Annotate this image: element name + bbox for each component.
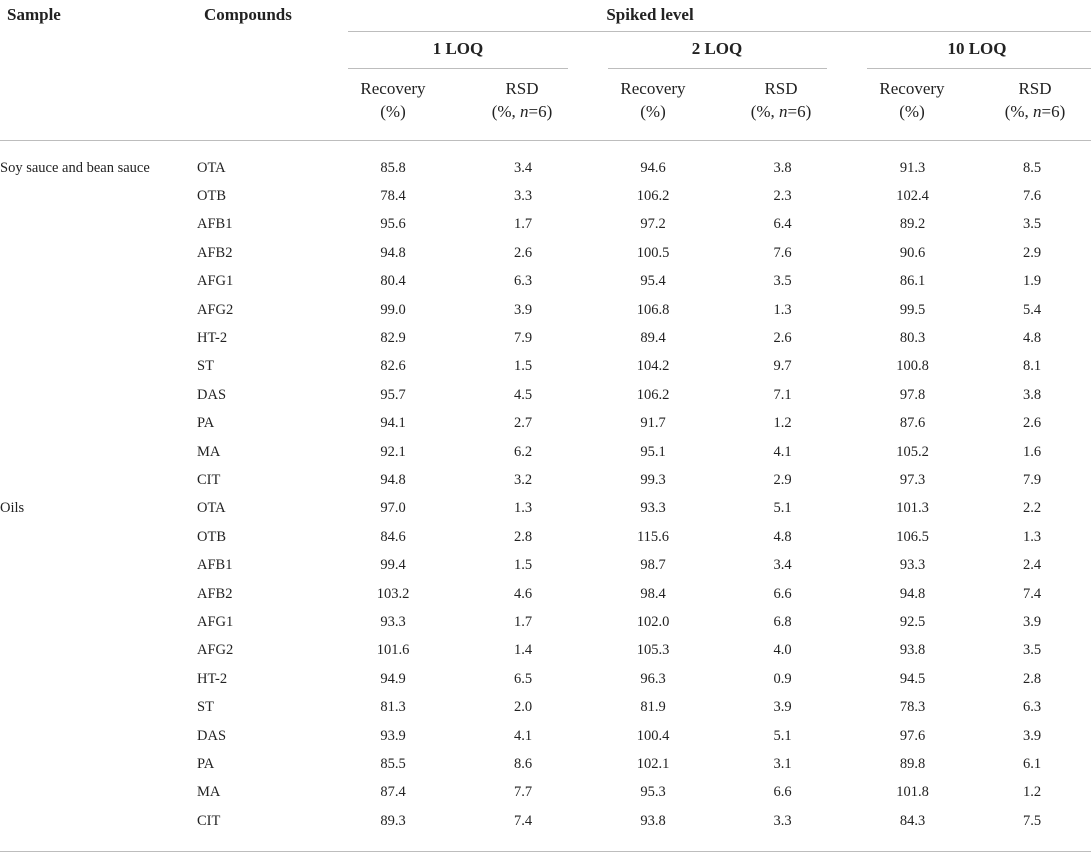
- compound-cell: MA: [197, 443, 221, 460]
- sample-cell: [0, 381, 197, 409]
- rsd-cell: 6.6: [773, 784, 792, 801]
- rsd-cell: 2.6: [773, 330, 792, 347]
- recovery-cell: 89.3: [380, 812, 406, 829]
- rsd-cell: 6.1: [1022, 755, 1042, 772]
- recovery-cell: 93.3: [899, 557, 926, 574]
- subheader-rsd: RSD (%, n=6): [1004, 79, 1066, 121]
- rsd-cell: 2.8: [1022, 670, 1042, 687]
- rsd-cell: 2.9: [773, 471, 792, 488]
- table-row: [0, 608, 1091, 636]
- rsd-cell: 2.6: [513, 244, 533, 261]
- recovery-cell: 95.1: [640, 443, 666, 460]
- rsd-cell: 3.4: [513, 159, 533, 176]
- recovery-cell: 104.2: [636, 358, 670, 375]
- recovery-cell: 87.6: [899, 415, 926, 432]
- rsd-cell: 3.8: [773, 159, 792, 176]
- recovery-cell: 95.3: [640, 784, 666, 801]
- rsd-cell: 2.7: [513, 415, 533, 432]
- compound-cell: OTB: [197, 188, 226, 205]
- compound-cell: OTB: [197, 528, 226, 545]
- rsd-cell: 7.4: [513, 812, 533, 829]
- recovery-cell: 93.9: [380, 727, 406, 744]
- rsd-cell: 4.1: [513, 727, 533, 744]
- rule-level-1loq: [348, 68, 568, 69]
- sample-cell: [0, 580, 197, 608]
- rsd-cell: 1.2: [773, 415, 792, 432]
- rsd-cell: 2.6: [1022, 415, 1042, 432]
- recovery-cell: 97.6: [899, 727, 926, 744]
- recovery-cell: 93.8: [899, 642, 926, 659]
- rsd-cell: 4.1: [773, 443, 792, 460]
- recovery-cell: 81.9: [640, 699, 666, 716]
- rsd-cell: 3.4: [773, 557, 792, 574]
- rsd-cell: 1.5: [513, 358, 533, 375]
- rsd-cell: 1.6: [1022, 443, 1042, 460]
- recovery-cell: 81.3: [380, 699, 406, 716]
- table-row: [0, 807, 1091, 835]
- recovery-cell: 97.8: [899, 386, 926, 403]
- rsd-cell: 2.2: [1022, 500, 1042, 517]
- rsd-cell: 6.2: [513, 443, 533, 460]
- rsd-cell: 8.6: [513, 755, 533, 772]
- compound-cell: DAS: [197, 727, 227, 744]
- header-level-2loq: 2 LOQ: [691, 39, 743, 58]
- sample-cell: [0, 268, 197, 296]
- compound-cell: AFB1: [197, 557, 233, 574]
- recovery-cell: 98.7: [640, 557, 666, 574]
- rsd-cell: 8.5: [1022, 159, 1042, 176]
- sample-cell: [0, 182, 197, 210]
- rsd-cell: 7.1: [773, 386, 792, 403]
- rsd-cell: 6.4: [773, 216, 792, 233]
- sample-cell: [0, 551, 197, 579]
- recovery-cell: 86.1: [899, 273, 926, 290]
- compound-cell: AFG1: [197, 273, 234, 290]
- recovery-cell: 85.5: [380, 755, 406, 772]
- rsd-cell: 6.3: [1022, 699, 1042, 716]
- recovery-cell: 93.8: [640, 812, 666, 829]
- recovery-cell: 84.6: [380, 528, 406, 545]
- recovery-cell: 95.6: [380, 216, 406, 233]
- sample-cell: Oils: [0, 500, 25, 517]
- compound-cell: CIT: [197, 471, 221, 488]
- recovery-cell: 102.0: [636, 613, 670, 630]
- recovery-cell: 100.5: [636, 244, 670, 261]
- table-row: [0, 182, 1091, 210]
- table-row: [0, 324, 1091, 352]
- recovery-cell: 99.3: [640, 471, 666, 488]
- compound-cell: ST: [197, 699, 214, 716]
- header-sample: Sample: [7, 5, 61, 24]
- recovery-cell: 94.8: [899, 585, 926, 602]
- subheader-recovery: Recovery (%): [620, 79, 686, 121]
- recovery-cell: 91.3: [899, 159, 926, 176]
- recovery-cell: 99.0: [380, 301, 406, 318]
- rsd-cell: 2.8: [513, 528, 533, 545]
- rsd-cell: 0.9: [773, 670, 792, 687]
- compound-cell: AFG2: [197, 301, 234, 318]
- compound-cell: PA: [197, 755, 215, 772]
- rsd-cell: 7.6: [773, 244, 792, 261]
- subheader-recovery: Recovery (%): [879, 79, 945, 121]
- rsd-cell: 2.9: [1022, 244, 1042, 261]
- compound-cell: HT-2: [197, 670, 228, 687]
- compound-cell: AFG2: [197, 642, 234, 659]
- table-row: [0, 239, 1091, 267]
- compound-cell: MA: [197, 784, 221, 801]
- sample-cell: [0, 466, 197, 494]
- rsd-cell: 4.6: [513, 585, 533, 602]
- rsd-cell: 6.6: [773, 585, 792, 602]
- sample-cell: [0, 353, 197, 381]
- recovery-cell: 95.7: [380, 386, 406, 403]
- sample-cell: [0, 608, 197, 636]
- rsd-cell: 3.5: [1022, 642, 1042, 659]
- table-row: [0, 750, 1091, 778]
- rsd-cell: 8.1: [1022, 358, 1042, 375]
- recovery-cell: 84.3: [899, 812, 926, 829]
- recovery-cell: 103.2: [376, 585, 410, 602]
- header-spiked-level: Spiked level: [606, 5, 694, 24]
- table-row: [0, 523, 1091, 551]
- table-row: [0, 381, 1091, 409]
- sample-cell: [0, 211, 197, 239]
- recovery-cell: 98.4: [640, 585, 666, 602]
- recovery-cell: 106.8: [636, 301, 670, 318]
- sample-cell: [0, 239, 197, 267]
- subheader-rsd: RSD (%, n=6): [491, 79, 553, 121]
- compound-cell: CIT: [197, 812, 221, 829]
- rsd-cell: 9.7: [773, 358, 792, 375]
- sample-cell: [0, 693, 197, 721]
- rsd-cell: 6.8: [773, 613, 792, 630]
- rsd-cell: 2.0: [513, 699, 533, 716]
- rsd-cell: 1.4: [513, 642, 533, 659]
- recovery-cell: 95.4: [640, 273, 666, 290]
- rsd-cell: 3.9: [1022, 727, 1042, 744]
- compound-cell: AFG1: [197, 613, 234, 630]
- recovery-cell: 102.1: [636, 755, 670, 772]
- rsd-cell: 7.9: [1022, 471, 1042, 488]
- recovery-cell: 97.3: [899, 471, 926, 488]
- table-row: [0, 665, 1091, 693]
- rsd-cell: 2.4: [1022, 557, 1042, 574]
- recovery-cell: 94.9: [380, 670, 406, 687]
- table-row: [0, 637, 1091, 665]
- recovery-cell: 78.3: [899, 699, 926, 716]
- rsd-cell: 3.3: [513, 188, 533, 205]
- rsd-cell: 5.1: [773, 500, 792, 517]
- rsd-cell: 7.6: [1022, 188, 1042, 205]
- header-level-10loq: 10 LOQ: [947, 39, 1007, 58]
- rsd-cell: 3.3: [773, 812, 792, 829]
- recovery-cell: 82.9: [380, 330, 406, 347]
- rule-level-2loq: [608, 68, 827, 69]
- subheader-rsd: RSD (%, n=6): [750, 79, 812, 121]
- header-level-1loq: 1 LOQ: [432, 39, 484, 58]
- table-row: [0, 466, 1091, 494]
- rule-table-bottom: [0, 851, 1091, 852]
- recovery-cell: 99.5: [899, 301, 926, 318]
- rsd-cell: 1.2: [1022, 784, 1042, 801]
- sample-cell: [0, 750, 197, 778]
- subheader-recovery: Recovery (%): [360, 79, 426, 121]
- table-row: [0, 693, 1091, 721]
- rsd-cell: 4.5: [513, 386, 533, 403]
- compound-cell: AFB2: [197, 244, 233, 261]
- header-compounds: Compounds: [204, 5, 292, 24]
- sample-cell: [0, 665, 197, 693]
- rsd-cell: 3.1: [773, 755, 792, 772]
- recovery-cell: 101.8: [896, 784, 929, 801]
- sample-cell: [0, 438, 197, 466]
- recovery-cell: 82.6: [380, 358, 406, 375]
- rsd-cell: 7.5: [1022, 812, 1042, 829]
- rsd-cell: 4.8: [1022, 330, 1042, 347]
- rsd-cell: 1.9: [1022, 273, 1042, 290]
- recovery-cell: 105.2: [896, 443, 929, 460]
- table-row: [0, 551, 1091, 579]
- rule-spiked-level: [348, 31, 1091, 32]
- rsd-cell: 7.9: [513, 330, 533, 347]
- recovery-cell: 100.4: [636, 727, 670, 744]
- recovery-cell: 97.0: [380, 500, 406, 517]
- table-row: [0, 580, 1091, 608]
- rsd-cell: 1.3: [1022, 528, 1042, 545]
- rsd-cell: 3.2: [513, 471, 533, 488]
- recovery-cell: 106.2: [636, 188, 670, 205]
- recovery-cell: 89.8: [899, 755, 926, 772]
- recovery-cell: 93.3: [640, 500, 666, 517]
- recovery-cell: 89.4: [640, 330, 666, 347]
- table-row: [0, 722, 1091, 750]
- rsd-cell: 3.9: [773, 699, 792, 716]
- rsd-cell: 2.3: [773, 188, 792, 205]
- table-row: [0, 495, 1091, 523]
- rsd-cell: 1.7: [513, 216, 533, 233]
- compound-cell: HT-2: [197, 330, 228, 347]
- sample-cell: [0, 637, 197, 665]
- recovery-cell: 91.7: [640, 415, 666, 432]
- recovery-cell: 105.3: [636, 642, 670, 659]
- recovery-cell: 106.2: [636, 386, 670, 403]
- recovery-cell: 102.4: [896, 188, 929, 205]
- recovery-cell: 101.3: [896, 500, 929, 517]
- sample-cell: [0, 807, 197, 835]
- rsd-cell: 6.3: [513, 273, 533, 290]
- recovery-cell: 96.3: [640, 670, 666, 687]
- sample-cell: [0, 722, 197, 750]
- rsd-cell: 7.4: [1022, 585, 1042, 602]
- rsd-cell: 1.7: [513, 613, 533, 630]
- sample-cell: [0, 779, 197, 807]
- sample-cell: [0, 410, 197, 438]
- compound-cell: PA: [197, 415, 215, 432]
- recovery-cell: 94.8: [380, 244, 406, 261]
- recovery-cell: 94.5: [899, 670, 926, 687]
- recovery-cell: 93.3: [380, 613, 406, 630]
- table-row: [0, 268, 1091, 296]
- compound-cell: OTA: [197, 159, 226, 176]
- rsd-cell: 1.3: [773, 301, 792, 318]
- rsd-cell: 3.5: [773, 273, 792, 290]
- rsd-cell: 1.5: [513, 557, 533, 574]
- table-body: [0, 154, 1091, 835]
- table-row: [0, 296, 1091, 324]
- recovery-cell: 99.4: [380, 557, 406, 574]
- recovery-cell: 97.2: [640, 216, 666, 233]
- rsd-cell: 1.3: [513, 500, 533, 517]
- compound-cell: AFB1: [197, 216, 233, 233]
- recovery-cell: 100.8: [896, 358, 929, 375]
- compound-cell: DAS: [197, 386, 227, 403]
- sample-cell: [0, 324, 197, 352]
- recovery-cell: 101.6: [376, 642, 410, 659]
- compound-cell: AFB2: [197, 585, 233, 602]
- recovery-cell: 92.5: [899, 613, 926, 630]
- recovery-cell: 85.8: [380, 159, 406, 176]
- rsd-cell: 7.7: [513, 784, 533, 801]
- rsd-cell: 4.0: [773, 642, 792, 659]
- recovery-cell: 94.1: [380, 415, 406, 432]
- table-row: [0, 438, 1091, 466]
- rule-header-bottom: [0, 140, 1091, 141]
- rsd-cell: 3.9: [1022, 613, 1042, 630]
- rule-level-10loq: [867, 68, 1091, 69]
- table-row: [0, 779, 1091, 807]
- recovery-cell: 78.4: [380, 188, 406, 205]
- rsd-cell: 5.1: [773, 727, 792, 744]
- rsd-cell: 3.8: [1022, 386, 1042, 403]
- table-row: [0, 353, 1091, 381]
- recovery-cell: 80.3: [899, 330, 926, 347]
- compound-cell: OTA: [197, 500, 226, 517]
- compound-cell: ST: [197, 358, 214, 375]
- recovery-cell: 89.2: [899, 216, 926, 233]
- recovery-cell: 80.4: [380, 273, 406, 290]
- recovery-cell: 106.5: [896, 528, 929, 545]
- recovery-cell: 94.8: [380, 471, 406, 488]
- sample-cell: [0, 296, 197, 324]
- sample-cell: [0, 523, 197, 551]
- rsd-cell: 3.9: [513, 301, 533, 318]
- rsd-cell: 6.5: [513, 670, 533, 687]
- recovery-cell: 87.4: [380, 784, 406, 801]
- recovery-cell: 94.6: [640, 159, 666, 176]
- recovery-cell: 115.6: [636, 528, 670, 545]
- recovery-cell: 90.6: [899, 244, 926, 261]
- sample-cell: Soy sauce and bean sauce: [0, 159, 150, 176]
- recovery-cell: 92.1: [380, 443, 406, 460]
- table-row: [0, 410, 1091, 438]
- rsd-cell: 4.8: [773, 528, 792, 545]
- rsd-cell: 5.4: [1022, 301, 1042, 318]
- table-row: [0, 211, 1091, 239]
- table-row: [0, 154, 1091, 182]
- rsd-cell: 3.5: [1022, 216, 1042, 233]
